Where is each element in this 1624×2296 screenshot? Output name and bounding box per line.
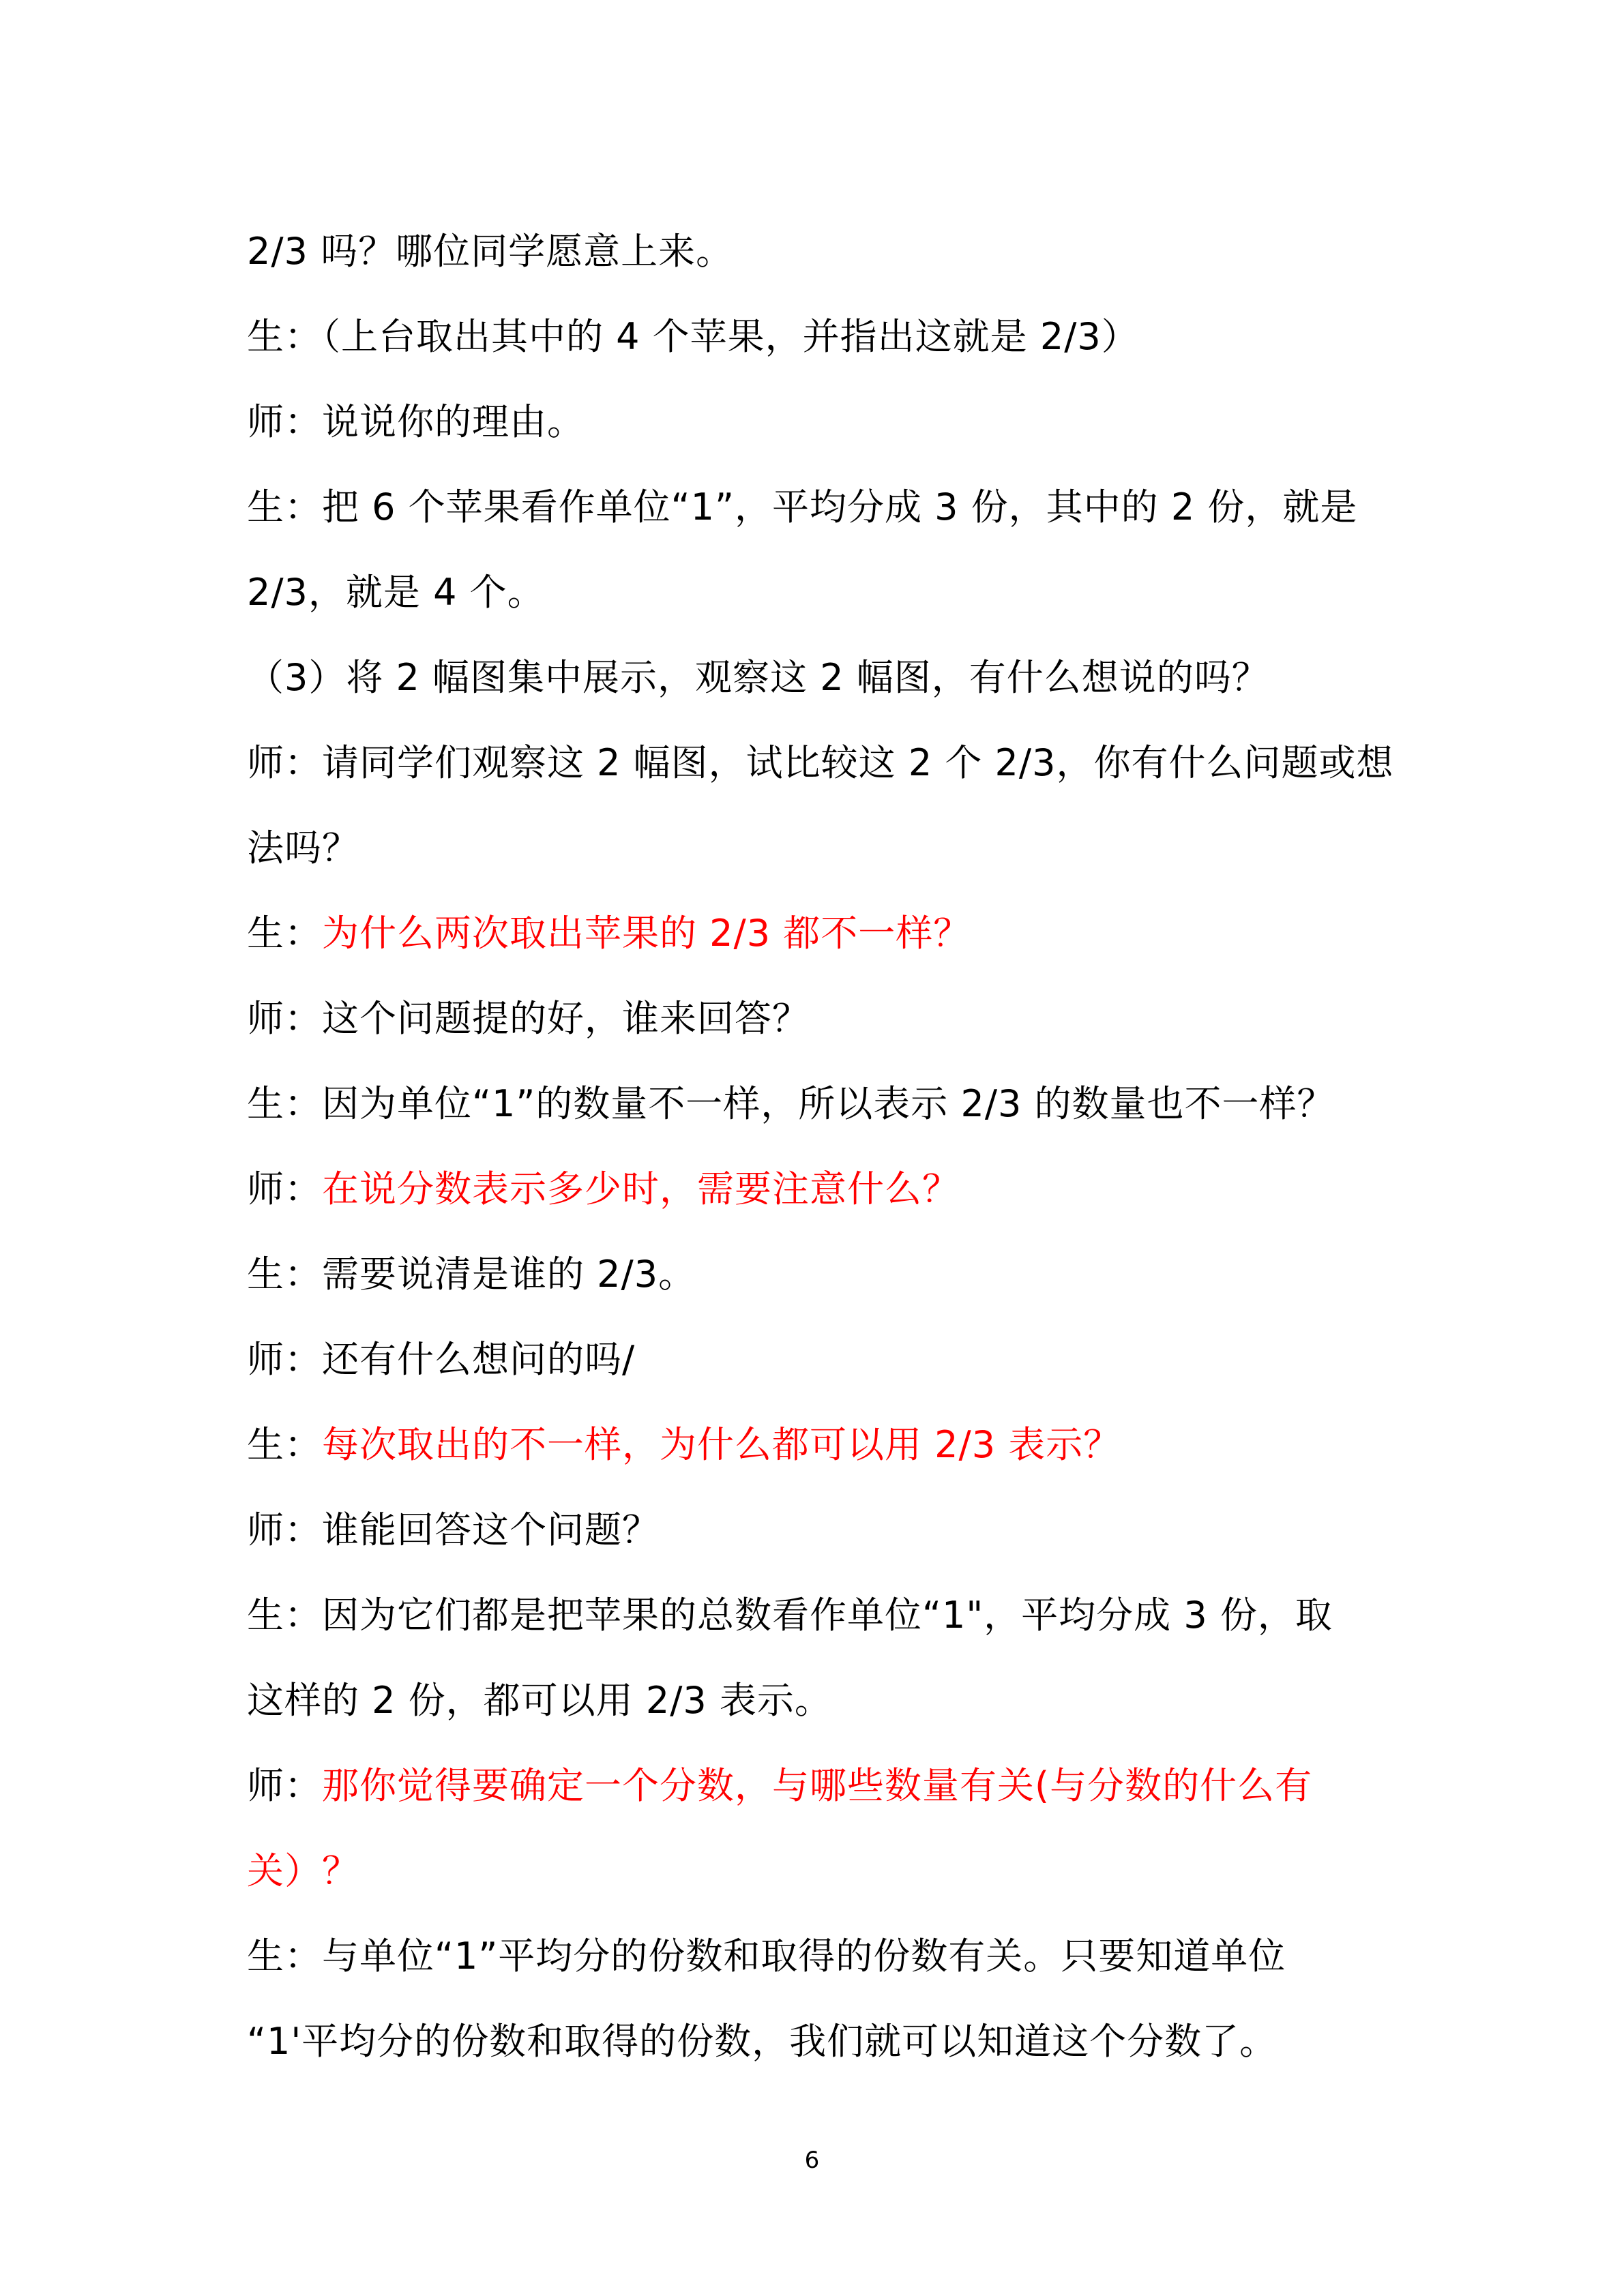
highlighted-line-text: 每次取出的不一样，为什么都可以用 2/3 表示？ [322, 1423, 1121, 1466]
line-text: （3）将 2 幅图集中展示，观察这 2 幅图，有什么想说的吗？ [247, 656, 1269, 699]
line-text: 因为它们都是把苹果的总数看作单位“1"，平均分成 3 份，取 [322, 1594, 1333, 1637]
line-text: 把 6 个苹果看作单位“1”，平均分成 3 份，其中的 2 份，就是 [322, 486, 1358, 528]
speaker-label: 师： [247, 1508, 322, 1551]
text-line [247, 976, 1406, 1061]
text-line [247, 1402, 1406, 1487]
text-line [247, 1828, 1406, 1913]
line-text: 需要说清是谁的 2/3。 [322, 1253, 696, 1296]
text-line [247, 1146, 1406, 1232]
text-line [247, 550, 1406, 635]
text-line [247, 1658, 1406, 1743]
speaker-label: 师： [247, 1167, 322, 1210]
text-line [247, 1743, 1406, 1828]
text-line [247, 720, 1406, 805]
speaker-label: 生： [247, 315, 322, 358]
line-text: 这个问题提的好，谁来回答？ [322, 997, 810, 1040]
highlighted-line-text: 在说分数表示多少时，需要注意什么？ [322, 1167, 960, 1210]
line-text: 这样的 2 份，都可以用 2/3 表示。 [247, 1679, 832, 1722]
text-line [247, 1487, 1406, 1572]
text-line [247, 1999, 1406, 2084]
highlighted-line-text: 为什么两次取出苹果的 2/3 都不一样？ [322, 912, 971, 955]
line-text: 法吗？ [247, 826, 359, 869]
line-text: 说说你的理由。 [322, 400, 585, 443]
text-line [247, 1232, 1406, 1317]
speaker-label: 生： [247, 912, 322, 955]
speaker-label: 生： [247, 486, 322, 528]
speaker-label: 师： [247, 741, 322, 784]
text-line [247, 1061, 1406, 1146]
line-text: “1'平均分的份数和取得的份数，我们就可以知道这个分数了。 [247, 2020, 1278, 2063]
speaker-label: 生： [247, 1253, 322, 1296]
text-line [247, 891, 1406, 976]
text-line [247, 635, 1406, 720]
speaker-label: 生： [247, 1082, 322, 1125]
speaker-label: 师： [247, 400, 322, 443]
text-line [247, 1317, 1406, 1402]
text-line [247, 379, 1406, 464]
text-line [247, 1572, 1406, 1658]
line-text: 因为单位“1”的数量不一样，所以表示 2/3 的数量也不一样？ [322, 1082, 1335, 1125]
text-line [247, 805, 1406, 891]
text-line [247, 1913, 1406, 1999]
highlighted-line-text: 那你觉得要确定一个分数，与哪些数量有关(与分数的什么有 [322, 1764, 1313, 1807]
text-line [247, 209, 1406, 294]
text-line [247, 294, 1406, 379]
highlighted-line-text: 关）？ [247, 1849, 359, 1892]
speaker-label: 师： [247, 1338, 322, 1381]
speaker-label: 师： [247, 997, 322, 1040]
line-text: 请同学们观察这 2 幅图，试比较这 2 个 2/3，你有什么问题或想 [322, 741, 1394, 784]
line-text: 与单位“1”平均分的份数和取得的份数有关。只要知道单位 [322, 1935, 1286, 1978]
speaker-label: 生： [247, 1423, 322, 1466]
speaker-label: 师： [247, 1764, 322, 1807]
line-text: 2/3 吗？哪位同学愿意上来。 [247, 230, 734, 273]
text-line [247, 464, 1406, 550]
page-number: 6 [804, 2147, 820, 2174]
line-text: 谁能回答这个问题？ [322, 1508, 660, 1551]
line-text: 还有什么想问的吗/ [322, 1338, 636, 1381]
document-body [247, 209, 1406, 2084]
line-text: 2/3，就是 4 个。 [247, 571, 545, 614]
line-text: （上台取出其中的 4 个苹果，并指出这就是 2/3） [322, 315, 1139, 358]
speaker-label: 生： [247, 1935, 322, 1978]
speaker-label: 生： [247, 1594, 322, 1637]
